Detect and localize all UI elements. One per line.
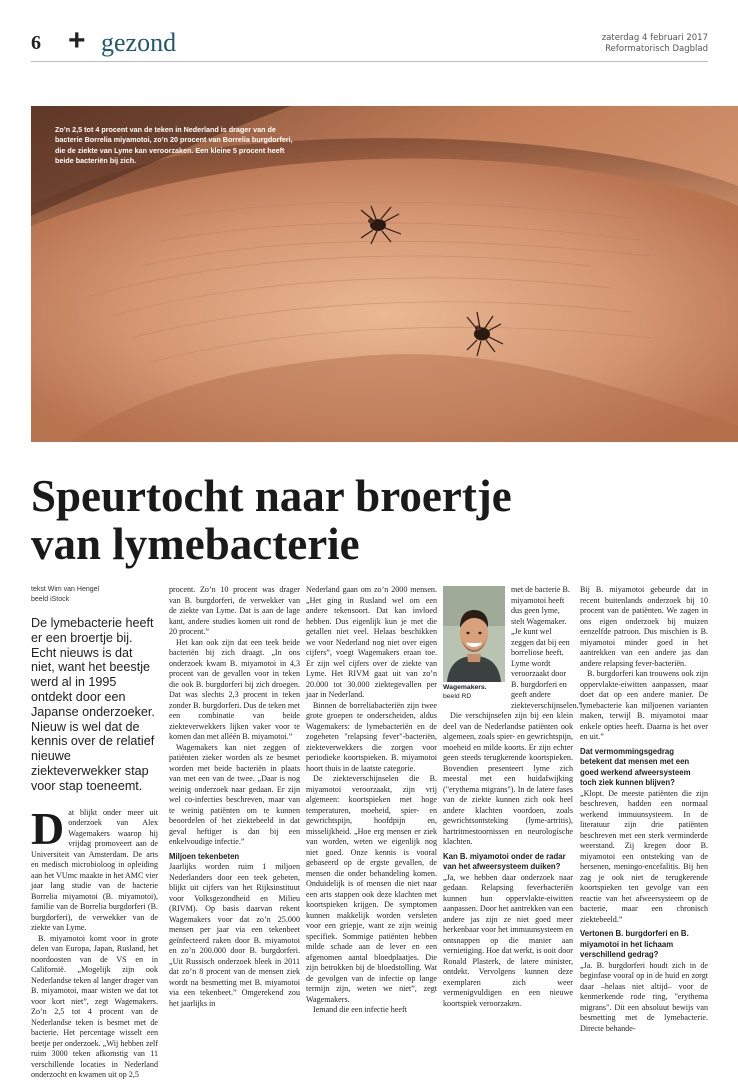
subheading: Miljoen tekenbeten [169, 851, 240, 861]
photo-caption: Zo’n 2,5 tot 4 procent van de teken in Nederland is drager van de bacterie Borrelia miyamotoi, zo’n 20 procent van Borrelia burgdorferi, die de ziekte van Lyme kan veroorzaken. Een kleine 5 procent heeft beide bacteriën bij zich. [55, 125, 293, 165]
issue-date: zaterdag 4 februari 2017 [601, 33, 708, 43]
article-column-5 [580, 585, 708, 1034]
paragraph: „Ja, we hebben daar onderzoek naar gedaan. Relapsing feverbacteriën kunnen hun oppervlakte-eiwitten aanpassen. Door het aantrekken van een andere jas zijn ze niet goed meer herkenbaar voor het immuunsysteem en ontsnappen op die manier aan vernietiging. Hoe dat werkt, is ooit door Ronald Plasterk, de latere minister, ontdekt. Vervolgens kunnen deze exemplaren zich weer vermenigvuldigen en een nieuwe koortspiek veroorzaken. [443, 872, 573, 1008]
article-column-1 [31, 585, 158, 1081]
headline-line-1: Speurtocht naar broertje [31, 471, 512, 521]
paragraph: „Klopt. De meeste patiënten die zijn beschreven, hadden een normaal werkend immuunsysteem. In de literatuur zijn drie patiënten beschreven met een sterk verminderde weerstand. Zij kregen door B. miyamotoi een ontsteking van de hersenen, meningo-encefalitis. Bij hen zag je ook niet de terugkerende koortspieken ten gevolge van een reactie van het afweersysteem op de bacterie, maar een chronisch ziektebeeld.” [580, 788, 708, 924]
paragraph: Wagemakers kan niet zeggen of patiënten zieker worden als ze besmet worden met beide bacteriën in plaats van met een van de twee. „Daar is nog weinig onderzoek naar gedaan. Er zijn wel co-infecties beschreven, maar van te weinig patiënten om te kunnen beoordelen of het ziektebeeld in dat geval heftiger is dan bij een enkelvoudige infectie.” [169, 742, 300, 846]
interview-question: Dat vermommingsgedrag betekent dat mensen met een goed werkend afweersysteem toch ziek kunnen blijven? [580, 746, 691, 787]
paragraph: Bij B. miyamotoi gebeurde dat in recent buitenlands onderzoek bij 10 procent van de patiënten. We zagen in ons eigen onderzoek bij muizen eenzelfde patroon. Dus mischien is B. miyamotoi minder goed in het aantrekken van een andere jas dan andere relapsing fever-bacteriën. [580, 585, 708, 668]
tick-photo [31, 106, 738, 442]
page-number: 6 [31, 32, 41, 54]
header-dateline [602, 33, 708, 55]
headline-line-2: van lymebacterie [31, 519, 360, 569]
section-title: gezond [101, 28, 177, 57]
paragraph: Jaarlijks worden ruim 1 miljoen Nederlanders door een teek gebeten, blijkt uit cijfers van het Rijksinstituut voor Volksgezondheid en Milieu (RIVM). Op basis daarvan rekent Wagemakers voor dat zo’n 25.000 mensen per jaar via een tekenbeet geïnfecteerd raken door B. miyamotoi en zo’n 200.000 door B. burgdorferi. „Uit Russisch onderzoek bleek in 2011 dat zo’n 8 procent van de mensen ziek wordt na besmetting met B. miyamotoi via een tekenbeet.” Omgerekend zou het jaarlijks in [169, 862, 300, 1008]
paragraph: met de bacterie B. miyamotoi heeft dus geen lyme, stelt Wagemaker. „Je kunt wel zeggen dat bij een borreliose heeft. Lyme wordt veroorzaakt door B. burgdorferi en geeft andere ziekteverschijnselen.” [511, 585, 583, 710]
portrait-caption-credit: beeld RD [443, 693, 472, 700]
article-lead: De lymebacterie heeft er een broertje bij. Echt nieuws is dat niet, want het beestje werd al in 1995 ontdekt door een Japanse onderzoeker. Nieuw is wel dat de kennis over de relatief nieuwe ziekteverwekker stap voor stap toeneemt. [31, 616, 155, 793]
paragraph: Het kan ook zijn dat een teek beide bacteriën bij zich draagt. „In ons onderzoek kwam B. miyamotoi in 4,3 procent van de gevallen voor in teken die ook B. burgdorferi bij zich droegen. Dat was slechts 2,3 procent in teken zonder B. burgdorferi. Dus de teken met een combinatie van beide ziekteverwekkers lijken vaker voor te komen dan met alléén B. miyamotoi.” [169, 637, 300, 741]
paragraph: Binnen de borreliabacteriën zijn twee grote groepen te onderscheiden, aldus Wagemakers: de lymebacteriën en de zogeheten "relapsing fever"-bacteriën, ziekteverwekkers die zorgen voor periodieke koortspieken. B. miyamotoi hoort thuis in de laatste categorie. [306, 700, 437, 773]
portrait-caption-name: Wagemakers. [443, 684, 487, 691]
paragraph: Nederland gaan om zo’n 2000 mensen. „Het ging in Rusland wel om een andere tekensoort. Dat kan invloed hebben. Dus eigenlijk kun je met die getallen niet veel. Helaas beschikken we voor Nederland nog niet over eigen cijfers”, voegt Wagemakers eraan toe. Er zijn wel cijfers over de ziekte van Lyme. Het RIVM gaat uit van zo’n 20.000 tot 30.000 ziektegevallen per jaar in Nederland. [306, 585, 437, 699]
article-headline [31, 472, 721, 568]
paragraph: Die verschijnselen zijn bij een klein deel van de Nederlandse patiënten ook algemeen, zoals spier- en gewrichtspijn, moeheid en milde koorts. Er zijn echter geen steeds terugkerende koortspieken. Bovendien presenteert lyme zich meestal met een huidafwijking ("erythema migrans"). In de latere fases van de ziekte kunnen zich ook heel andere klachten voordoen, zoals gewrichtsontsteking (lyme-artritis), hartritmestoornissen en neurologische klachten. [443, 711, 573, 846]
page-header [31, 24, 708, 62]
paragraph: Iemand die een infectie heeft [313, 1005, 407, 1014]
byline-image: beeld iStock [31, 595, 70, 603]
paragraph: at blijkt onder meer uit onderzoek van Alex Wagemakers waarop hij vrijdag promoveert aan de Universiteit van Amsterdam. De arts en medisch microbioloog in opleiding aan het VUmc maakte in het AMC vier jaar lang studie van de bacterie Borrelia miyamotoi (B. miyamotoi), familie van de Borrelia burgdorferi (B. burgdorferi), de verwekker van de ziekte van Lyme. [31, 807, 158, 933]
paragraph: procent. Zo’n 10 procent was drager van B. burgdorferi, de verwekker van de ziekte van Lyme. Dat is aan de lage kant, andere studies komen uit rond de 20 procent.” [169, 585, 300, 636]
article-column-3 [306, 585, 437, 1016]
paragraph: De ziekteverschijnselen die B. miyamotoi veroorzaakt, zijn vrij algemeen: koortspieken met hoge temperaturen, moeheid, spier- en gewrichtspijn, hoofdpijn en, misselijkheid. „Hoe erg mensen er ziek van worden, weten we eigenlijk nog niet goed. Onze kennis is vooral gebaseerd op de ergste gevallen, de mensen die onder behandeling komen. Onduidelijk is of mensen die niet naar een arts stappen ook deze klachten met koortspieken krijgen. De symptomen kunnen makkelijk worden versleten voor een griepje, want ze zijn weinig specifiek. Sommige patiënten hebben milde schade aan de lever en een afgenomen aantal bloedplaatjes. Die zijn betrokken bij de bloedstolling. Wat de gevolgen van de infectie op lange termijn zijn, weten we niet”, zegt Wagemakers. [306, 774, 437, 1004]
drop-cap: D [31, 802, 65, 854]
paragraph: „Ja. B. burgdorferi houdt zich in de beginfase vooral op in de huid en zorgt daar –helaas niet altijd– voor de kenmerkende rode ring, "erythema migrans". Dit een absoluut bewijs van besmetting met de lymebacterie. Directe behande- [580, 960, 708, 1033]
article-column-4 [443, 585, 583, 1009]
newspaper-name: Reformatorisch Dagblad [605, 44, 708, 54]
byline-text: tekst Wim van Hengel [31, 586, 100, 593]
plus-icon: + [68, 24, 86, 57]
paragraph: B. burgdorferi kan trouwens ook zijn oppervlakte-eiwitten aanpassen, maar doet dat op een andere manier. De lymebacterie kan miljoenen varianten maken, terwijl B. miyamotoi maar enkele opties heeft. Daarna is het over en uit.” [580, 669, 708, 741]
interview-question: Kan B. miyamotoi onder de radar van het afweersysteem duiken? [443, 851, 566, 871]
interview-question: Vertonen B. burgdorferi en B. miyamotoi in het lichaam verschillend gedrag? [580, 929, 689, 959]
paragraph: B. miyamotoi komt voor in grote delen van Europa, Japan, Rusland, het noordoosten van de VS en in Californië. „Mogelijk zijn ook Nederlandse teken al langer drager van B. miyamotoi, maar wisten we dat tot voor kort niet”, zegt Wagemakers. Zo’n 2,5 tot 4 procent van de Nederlandse teken is besmet met de bacterie. Het percentage wisselt een beetje per onderzoek. „Wij hebben zelf ruim 3000 teken afkomstig van 11 verschillende locaties in Nederland onderzocht en kwamen uit op 2,5 [31, 933, 158, 1080]
article-column-2 [169, 585, 300, 1009]
